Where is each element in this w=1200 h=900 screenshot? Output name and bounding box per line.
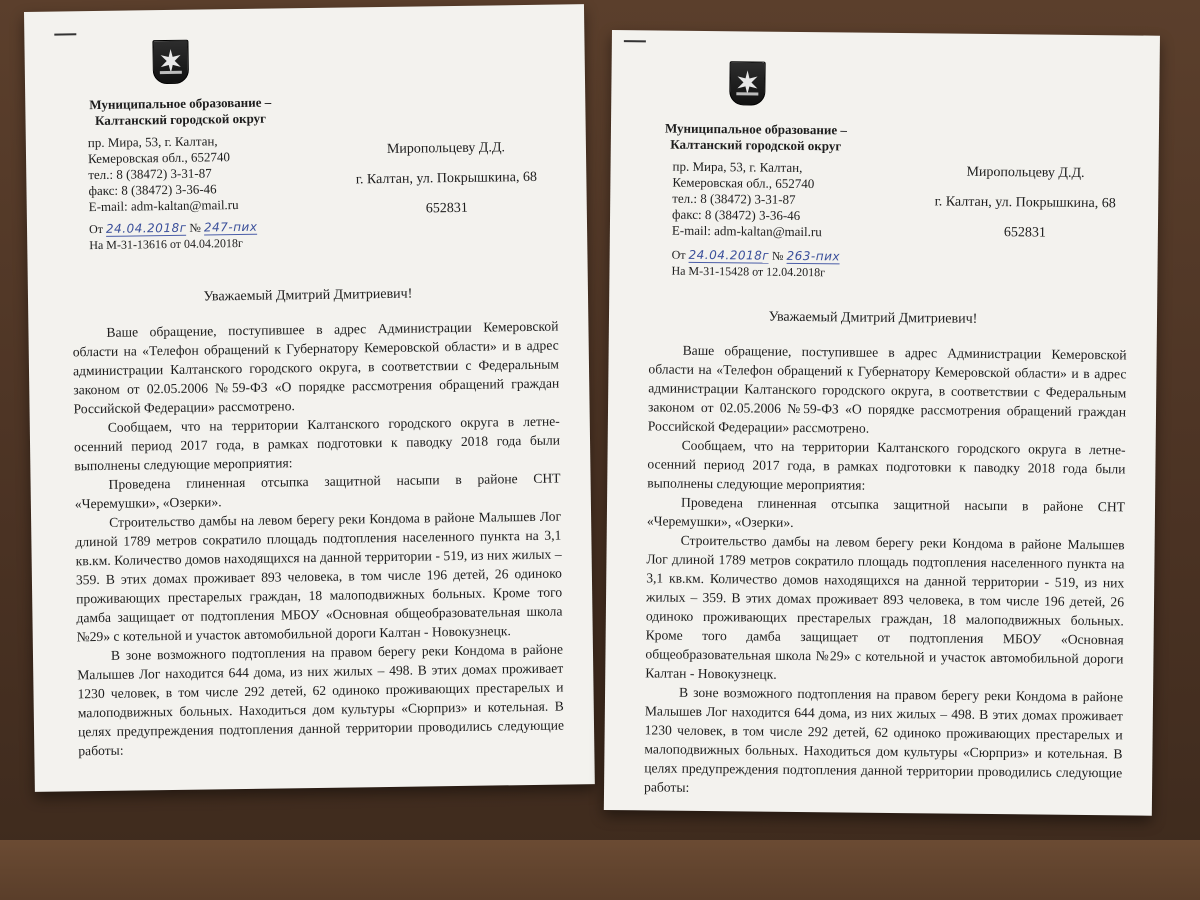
coat-of-arms-icon [729,61,765,105]
letter-sheet-left [24,4,595,792]
pen-mark [624,40,646,42]
sender-address [672,159,823,241]
ref-number-label: № [189,220,202,235]
ref-number-handwritten: 247-пих [203,219,258,235]
recipient-zip: 652831 [1003,225,1046,241]
letter-body [644,340,1127,801]
email-line: E-mail: adm-kaltan@mail.ru [671,222,822,240]
recipient-block [326,132,567,225]
letter-body [72,317,564,761]
incoming-reference: На М-31-13616 от 04.04.2018г [89,235,244,253]
email-line: E-mail: adm-kaltan@mail.ru [88,197,239,215]
organization-name [75,94,285,129]
address-line: пр. Мира, 53, г. Калтан, [672,158,803,176]
paragraph: Строительство дамбы на левом берегу реки Кондома в районе Малышев Лог длиной 1789 метров сократило площадь подтопления населенного пункта на 3,1 кв.км. Количество домов находящихся на данной территории - 519, из них жилых – 359. В этих домах проживает 893 человека, в том числе 196 детей, 26 одиноко проживающих престарелых граждан, 18 малоподвижных больных. Кроме того дамба защищает от подтопления МБОУ «Основная общеобразовательная школа №29» с котельной и участок автомобильной дороги Калтан - Новокузнецк. [75,508,563,645]
outgoing-reference [671,247,840,281]
recipient-block [910,157,1141,249]
sender-address [88,133,239,215]
phone-line: тел.: 8 (38472) 3-31-87 [672,190,796,207]
ref-from-label: От [671,247,686,262]
paragraph: Проведена глиненная отсыпка защитной насыпи в районе СНТ «Черемушки», «Озерки». [74,470,561,512]
pen-mark [54,33,76,35]
address-line: Кемеровская обл., 652740 [672,174,815,192]
org-line-2: Калтанский городской округ [94,110,267,129]
org-line-1: Муниципальное образование – [89,94,272,113]
paragraph: Ваше обращение, поступившее в адрес Администрации Кемеровской области на «Телефон обращений к Губернатору Кемеровской области» и в адрес администрации Калтанского городского округа, в соответствии с Федеральным законом от 02.05.2006 №59-ФЗ «О порядке рассмотрения обращений граждан Российской Федерации» рассмотрено. [647,342,1127,436]
ref-date-handwritten: 24.04.2018г [105,220,187,236]
phone-line: тел.: 8 (38472) 3-31-87 [88,165,212,183]
recipient-address: г. Калтан, ул. Покрышкина, 68 [934,194,1116,212]
address-line: Кемеровская обл., 652740 [87,149,231,167]
coat-of-arms-icon [152,40,189,84]
paragraph: В зоне возможного подтопления на правом берегу реки Кондома в районе Малышев Лог находится 644 дома, из них жилых – 498. В этих домах проживает 1230 человек, в том числе 292 детей, 62 одиноко проживающих престарелых и малоподвижных больных. Находиться дом культуры «Сюрприз» и котельная. В целях предупреждения подтопления данной территории проводились следующие работы: [77,641,565,759]
ref-number-label: № [772,248,784,263]
paragraph: Ваше обращение, поступившее в адрес Администрации Кемеровской области на «Телефон обращений к Губернатору Кемеровской области» и в адрес администрации Калтанского городского округа, в соответствии с Федеральным законом от 02.05.2006 №59-ФЗ «О порядке рассмотрения обращений граждан Российской Федерации» рассмотрено. [72,318,560,417]
organization-name [651,120,861,154]
address-line: пр. Мира, 53, г. Калтан, [87,133,218,151]
incoming-reference: На М-31-15428 от 12.04.2018г [671,263,826,280]
ref-from-label: От [88,221,104,237]
fax-line: факс: 8 (38472) 3-36-46 [88,181,217,199]
paragraph: Строительство дамбы на левом берегу реки Кондома в районе Малышев Лог длиной 1789 метров сократило площадь подтопления населенного пункта на 3,1 кв.км. Количество домов находящихся на данной территории - 519, из них жилых – 359. В этих домах проживает 893 человека, в том числе 196 детей, 26 одиноко проживающих престарелых граждан, 18 малоподвижных больных. Кроме того дамба защищает от подтопления МБОУ «Основная общеобразовательная школа №29» с котельной и участок автомобильной дороги Калтан - Новокузнецк. [645,532,1125,682]
org-line-1: Муниципальное образование – [664,120,847,138]
recipient-zip: 652831 [425,200,468,217]
org-line-2: Калтанский городской округ [670,136,842,154]
salutation: Уважаемый Дмитрий Дмитриевич! [203,286,413,305]
table-surface [0,840,1200,900]
recipient-name: Миропольцеву Д.Д. [966,164,1085,181]
ref-number-handwritten: 263-пих [786,248,841,264]
letter-sheet-right [604,30,1160,816]
ref-date-handwritten: 24.04.2018г [688,247,770,263]
paragraph: Сообщаем, что на территории Калтанского городского округа в летне-осенний период 2017 года, в рамках подготовки к паводку 2018 года были выполнены следующие мероприятия: [647,437,1126,493]
outgoing-reference [89,219,258,253]
salutation: Уважаемый Дмитрий Дмитриевич! [768,309,978,327]
recipient-name: Миропольцеву Д.Д. [386,140,506,157]
paragraph: Проведена глиненная отсыпка защитной насыпи в районе СНТ «Черемушки», «Озерки». [646,494,1126,530]
paragraph: В зоне возможного подтопления на правом берегу реки Кондома в районе Малышев Лог находится 644 дома, из них жилых – 498. В этих домах проживает 1230 человек, в том числе 292 детей, 62 одиноко проживающих престарелых и малоподвижных больных. Находиться дом культуры «Сюрприз» и котельная. В целях предупреждения подтопления данной территории проводились следующие работы: [643,684,1124,795]
fax-line: факс: 8 (38472) 3-36-46 [671,206,801,223]
paragraph: Сообщаем, что на территории Калтанского городского округа в летне-осенний период 2017 года, в рамках подготовки к паводку 2018 года были выполнены следующие мероприятия: [73,413,561,474]
recipient-address: г. Калтан, ул. Покрышкина, 68 [355,169,538,188]
